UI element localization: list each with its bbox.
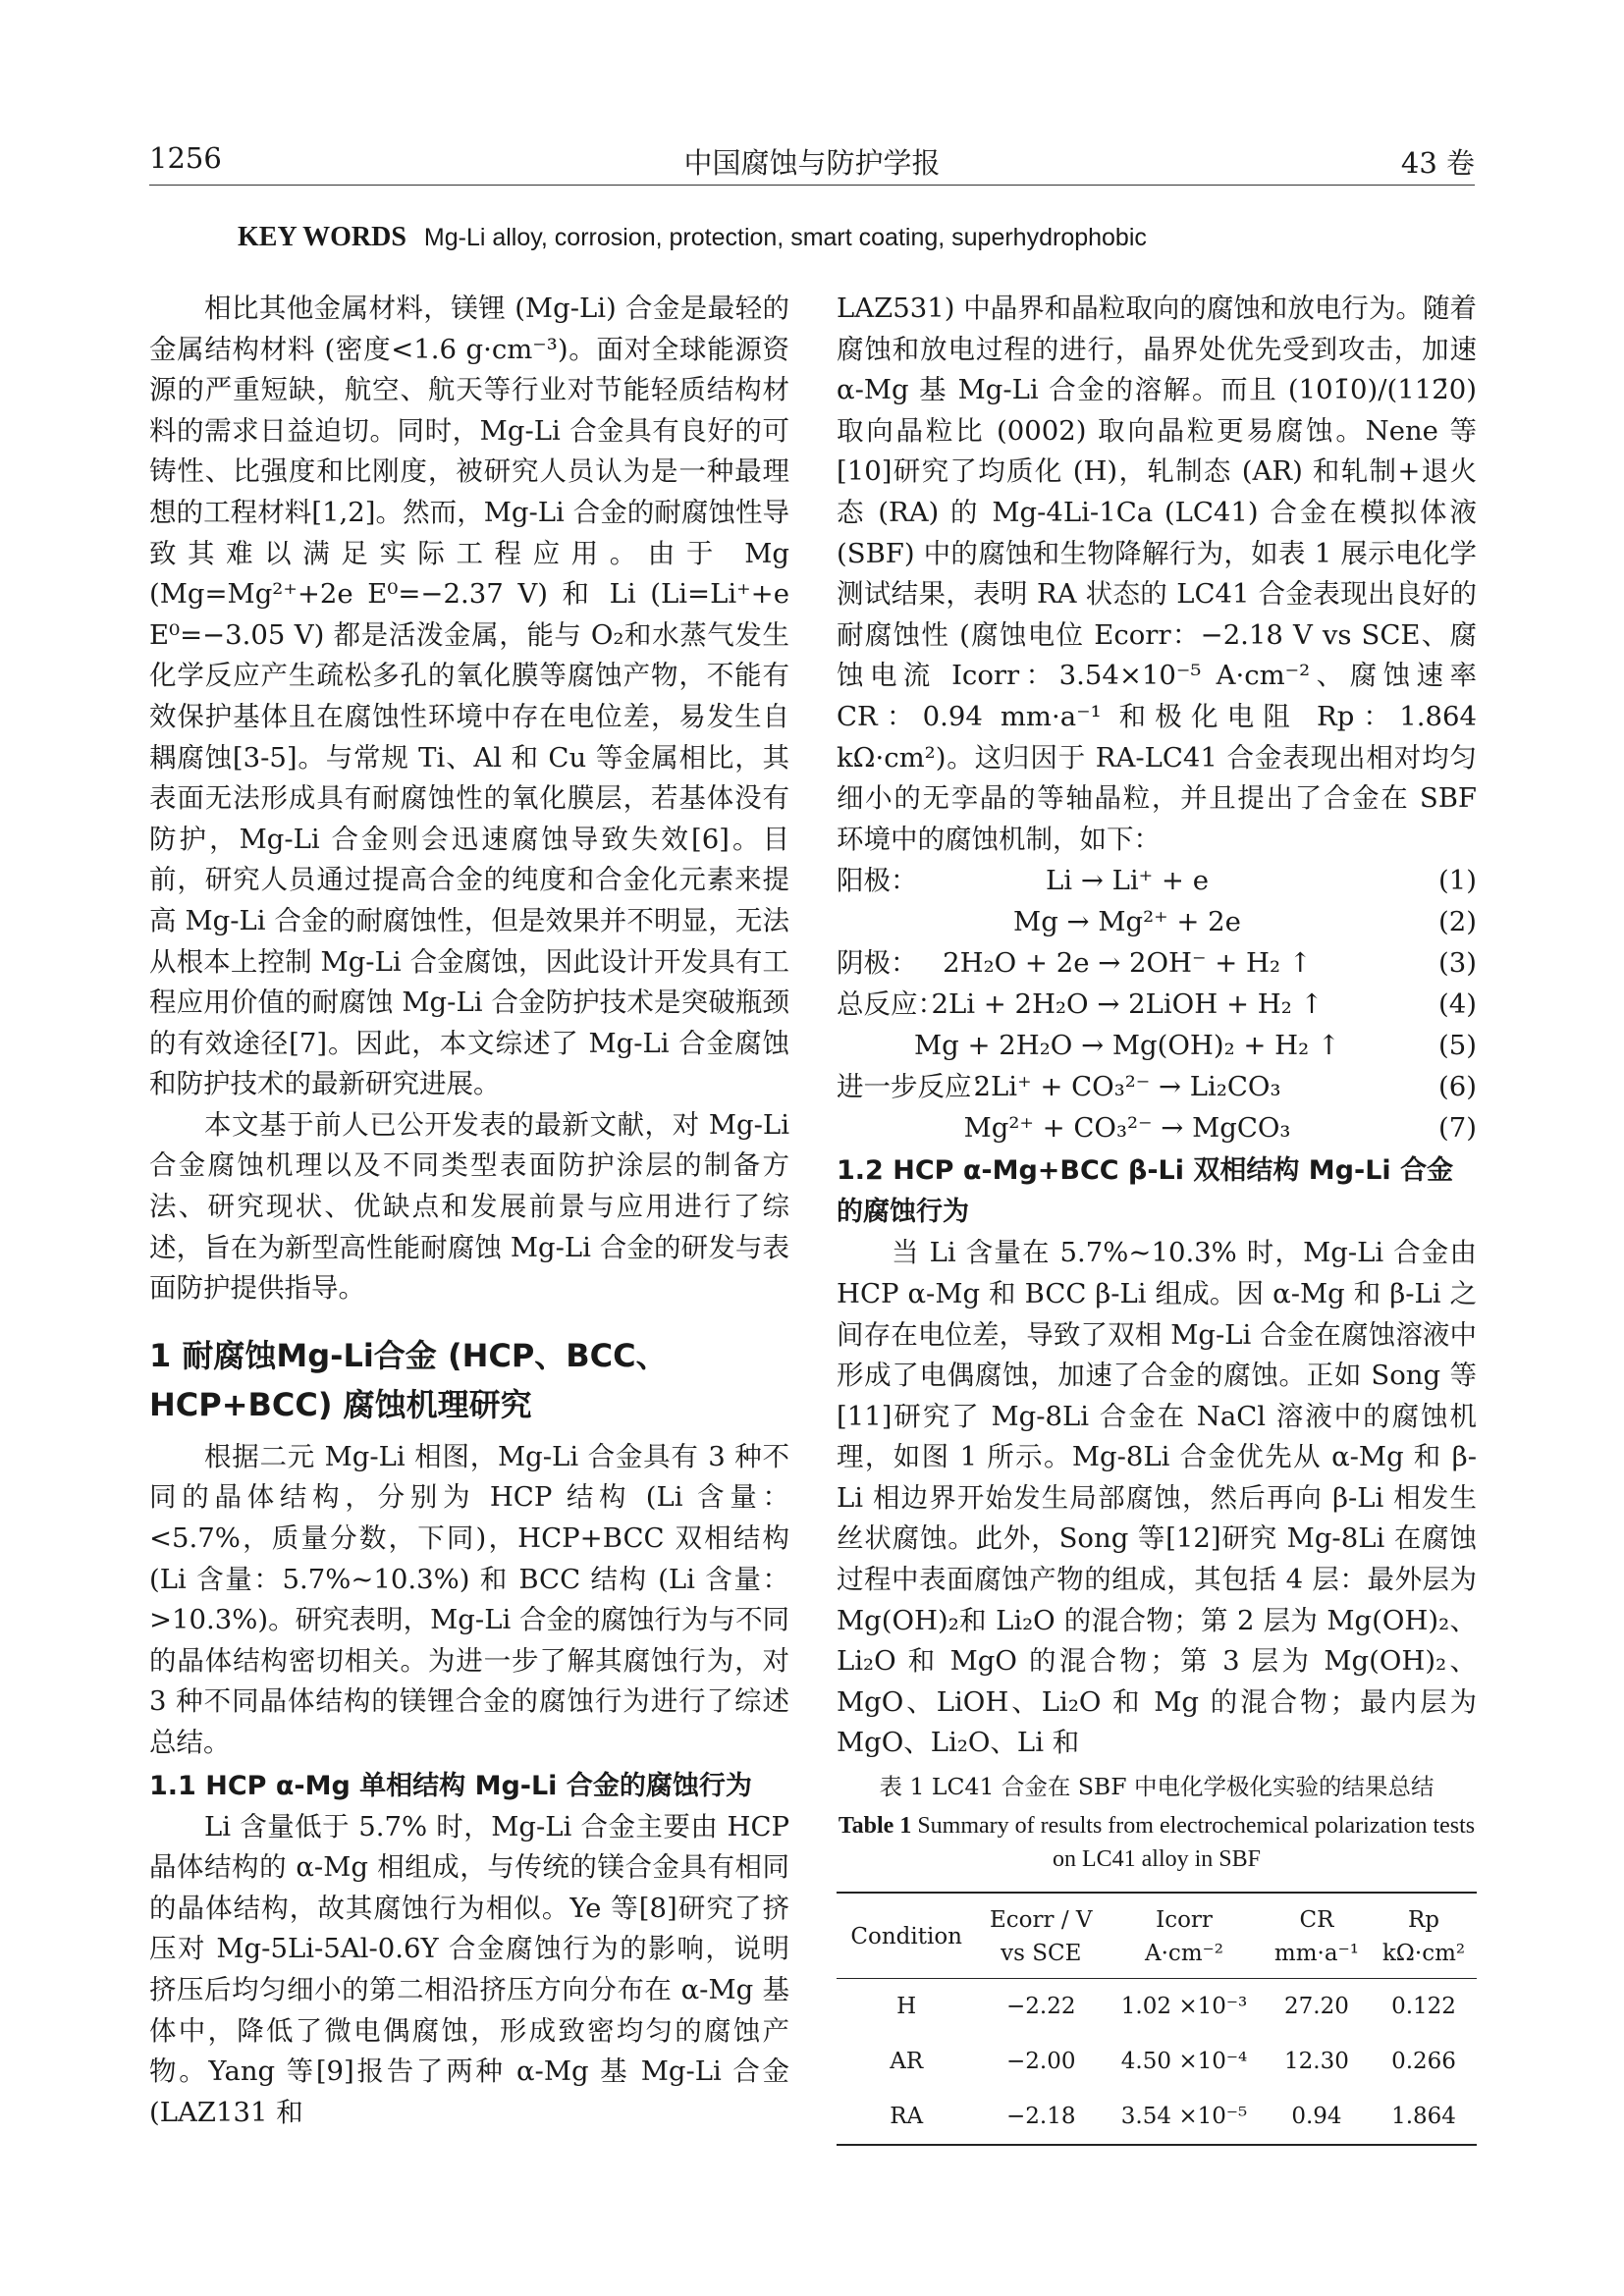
results-table xyxy=(837,1892,1477,2146)
paragraph: 根据二元 Mg-Li 相图，Mg-Li 合金具有 3 种不同的晶体结构，分别为 HCP 结构 (Li 含量：<5.7%，质量分数，下同)，HCP+BCC 双相结构 (Li 含量：5.7%~10.3%) 和 BCC 结构 (Li 含量：>10.3%)。研究表明，Mg-Li 合金的腐蚀行为与不同的晶体结构密切相关。为进一步了解其腐蚀行为，对 3 种不同晶体结构的镁锂合金的腐蚀行为进行了综述总结。 xyxy=(149,1440,789,1758)
left-column xyxy=(149,289,789,2133)
running-header xyxy=(149,137,1475,186)
table-row: H −2.22 1.02 ×10⁻³ 27.20 0.122 xyxy=(896,1994,1456,2020)
column-header: Rp kΩ·cm² xyxy=(1371,1893,1477,1979)
keywords-label: KEY WORDS xyxy=(238,222,406,252)
volume-label: 43 卷 xyxy=(1400,146,1475,180)
table-row: RA −2.18 3.54 ×10⁻⁵ 0.94 1.864 xyxy=(837,2089,1477,2145)
journal-title: 中国腐蚀与防护学报 xyxy=(683,146,941,180)
paragraph: 本文基于前人已公开发表的最新文献，对 Mg-Li 合金腐蚀机理以及不同类型表面防护涂层的制备方法、研究现状、优缺点和发展前景与应用进行了综述，旨在为新型高性能耐腐蚀 Mg-Li 合金的研发与表面防护提供指导。 xyxy=(149,1108,789,1305)
paragraph: 相比其他金属材料，镁锂 (Mg-Li) 合金是最轻的金属结构材料 (密度<1.6 g·cm⁻³)。面对全球能源资源的严重短缺，航空、航天等行业对节能轻质结构材料的需求日益迫切。同时，Mg-Li 合金具有良好的可铸性、比强度和比刚度，被研究人员认为是一种最理想的工程材料[1,2]。然而，Mg-Li 合金的耐腐蚀性导致其难以满足实际工程应用。由于 Mg (Mg=Mg²⁺+2e E⁰=−2.37 V) 和 Li (Li=Li⁺+e E⁰=−3.05 V) 都是活泼金属，能与 O₂和水蒸气发生化学反应产生疏松多孔的氧化膜等腐蚀产物，不能有效保护基体且在腐蚀性环境中存在电位差，易发生自耦腐蚀[3-5]。与常规 Ti、Al 和 Cu 等金属相比，其表面无法形成具有耐腐蚀性的氧化膜层，若基体没有防护，Mg-Li 合金则会迅速腐蚀导致失效[6]。目前，研究人员通过提高合金的纯度和合金化元素来提高 Mg-Li 合金的耐腐蚀性，但是效果并不明显，无法从根本上控制 Mg-Li 合金腐蚀，因此设计开发具有工程应用价值的耐腐蚀 Mg-Li 合金防护技术是突破瓶颈的有效途径[7]。因此，本文综述了 Mg-Li 合金腐蚀和防护技术的最新研究进展。 xyxy=(149,293,789,1100)
equation: 阳极： Li → Li⁺ + e (1) xyxy=(837,865,1477,897)
subsection-heading: 1.1 HCP α-Mg 单相结构 Mg-Li 合金的腐蚀行为 xyxy=(149,1770,752,1801)
table-caption-cn: 表 1 LC41 合金在 SBF 中电化学极化实验的结果总结 xyxy=(879,1773,1435,1801)
keywords-line xyxy=(238,222,1147,253)
equation: Mg + 2H₂O → Mg(OH)₂ + H₂ ↑ (5) xyxy=(914,1030,1477,1062)
equation: Mg²⁺ + CO₃²⁻ → MgCO₃ (7) xyxy=(963,1112,1477,1145)
paragraph: 当 Li 含量在 5.7%~10.3% 时，Mg-Li 合金由 HCP α-Mg 和 BCC β-Li 组成。因 α-Mg 和 β-Li 之间存在电位差，导致了双相 Mg-Li 合金在腐蚀溶液中形成了电偶腐蚀，加速了合金的腐蚀。正如 Song 等[11]研究了 Mg-8Li 合金在 NaCl 溶液中的腐蚀机理，如图 1 所示。Mg-8Li 合金优先从 α-Mg 和 β-Li 相边界开始发生局部腐蚀，然后再向 β-Li 相发生丝状腐蚀。此外，Song 等[12]研究 Mg-8Li 在腐蚀过程中表面腐蚀产物的组成，其包括 4 层：最外层为 Mg(OH)₂和 Li₂O 的混合物；第 2 层为 Mg(OH)₂、Li₂O 和 MgO 的混合物；第 3 层为 Mg(OH)₂、MgO、LiOH、Li₂O 和 Mg 的混合物；最内层为 MgO、Li₂O、Li 和 xyxy=(837,1237,1477,1759)
column-header: Ecorr / V vs SCE xyxy=(976,1893,1106,1979)
equation-block xyxy=(837,860,1477,1148)
section-heading: 1 耐腐蚀Mg-Li合金 (HCP、BCC、HCP+BCC) 腐蚀机理研究 xyxy=(149,1336,668,1423)
keywords-text: Mg-Li alloy, corrosion, protection, smart coating, superhydrophobic xyxy=(423,224,1147,251)
equation: 进一步反应： 2Li⁺ + CO₃²⁻ → Li₂CO₃ (6) xyxy=(837,1071,1477,1103)
equation: 总反应： 2Li + 2H₂O → 2LiOH + H₂ ↑ (4) xyxy=(837,988,1477,1021)
right-column xyxy=(837,289,1477,2146)
column-header: CR mm·a⁻¹ xyxy=(1263,1893,1371,1979)
table-row: AR −2.00 4.50 ×10⁻⁴ 12.30 0.266 xyxy=(890,2049,1456,2075)
column-header: Icorr A·cm⁻² xyxy=(1106,1893,1263,1979)
column-header: Condition xyxy=(837,1893,976,1979)
equation: 阴极： 2H₂O + 2e → 2OH⁻ + H₂ ↑ (3) xyxy=(837,947,1477,980)
subsection-heading: 1.2 HCP α-Mg+BCC β-Li 双相结构 Mg-Li 合金的腐蚀行为 xyxy=(837,1155,1454,1228)
table-caption-en: Table 1 Summary of results from electrochemical polarization tests on LC41 alloy in SBF xyxy=(838,1813,1476,1873)
equation: Mg → Mg²⁺ + 2e (2) xyxy=(1013,906,1477,938)
page-number: 1256 xyxy=(149,141,222,175)
paragraph: LAZ531) 中晶界和晶粒取向的腐蚀和放电行为。随着腐蚀和放电过程的进行，晶界处优先受到攻击，加速 α-Mg 基 Mg-Li 合金的溶解。而且 (101̄0)/(112̄0) 取向晶粒比 (0002) 取向晶粒更易腐蚀。Nene 等[10]研究了均质化 (H)，轧制态 (AR) 和轧制+退火态 (RA) 的 Mg-4Li-1Ca (LC41) 合金在模拟体液 (SBF) 中的腐蚀和生物降解行为，如表 1 展示电化学测试结果，表明 RA 状态的 LC41 合金表现出良好的耐腐蚀性 (腐蚀电位 Ecorr：−2.18 V vs SCE、腐蚀电流 Icorr：3.54×10⁻⁵ A·cm⁻²、腐蚀速率 CR：0.94 mm·a⁻¹ 和极化电阻 Rp：1.864 kΩ·cm²)。这归因于 RA-LC41 合金表现出相对均匀细小的无孪晶的等轴晶粒，并且提出了合金在 SBF 环境中的腐蚀机制，如下： xyxy=(837,293,1477,855)
paragraph: Li 含量低于 5.7% 时，Mg-Li 合金主要由 HCP 晶体结构的 α-Mg 相组成，与传统的镁合金具有相同的晶体结构，故其腐蚀行为相似。Ye 等[8]研究了挤压对 Mg-5Li-5Al-0.6Y 合金腐蚀行为的影响，说明挤压后均匀细小的第二相沿挤压方向分布在 α-Mg 基体中，降低了微电偶腐蚀，形成致密均匀的腐蚀产物。Yang 等[9]报告了两种 α-Mg 基 Mg-Li 合金 (LAZ131 和 xyxy=(149,1810,789,2128)
